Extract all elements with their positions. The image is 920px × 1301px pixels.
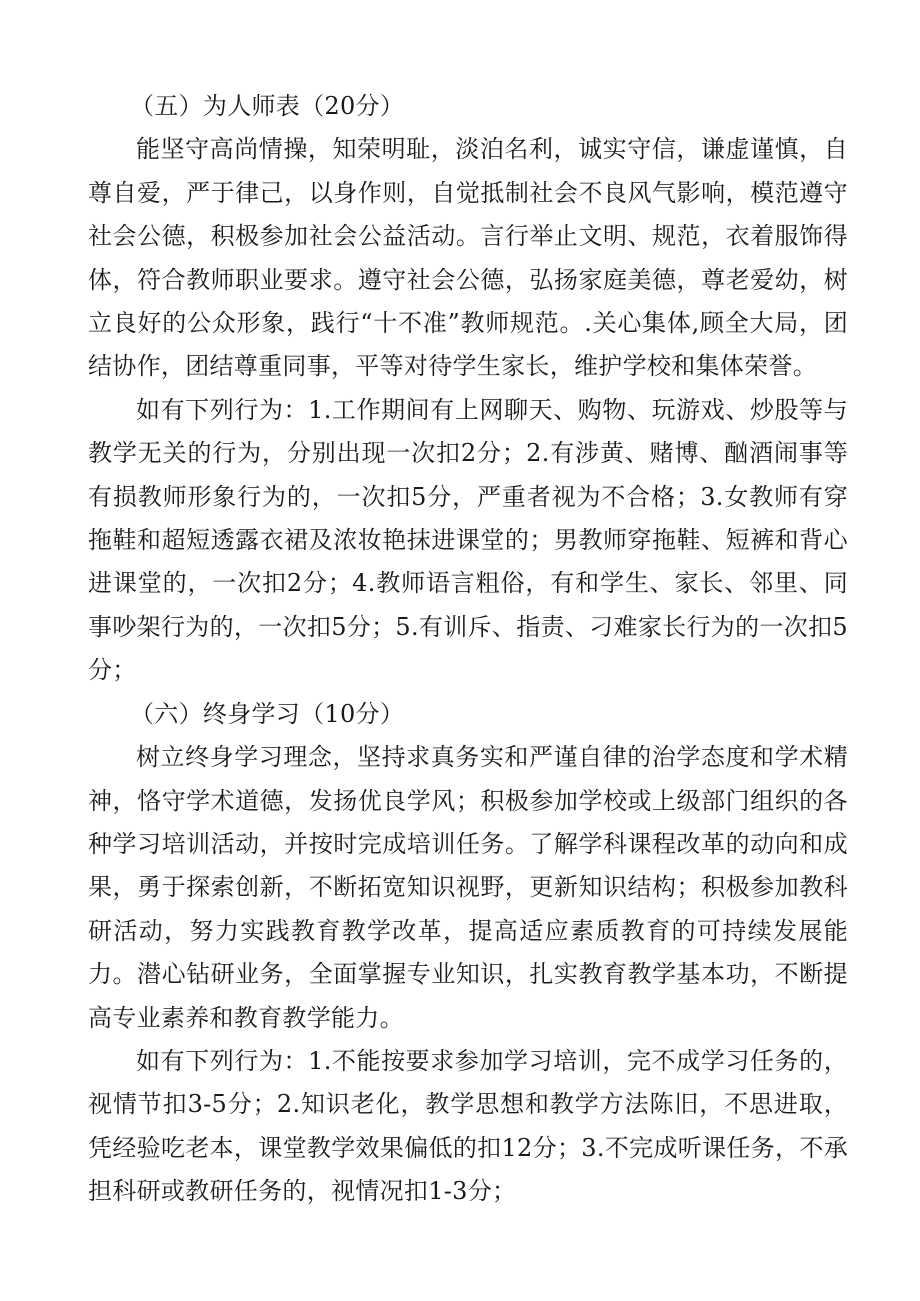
- document-body: [88, 85, 848, 1214]
- section-6-penalties: 如有下列行为：1.不能按要求参加学习培训，完不成学习任务的，视情节扣3-5分；2.知识老化，教学思想和教学方法陈旧，不思进取，凭经验吃老本，课堂教学效果偏低的扣12分；3.不完成听课任务，不承担科研或教研任务的，视情况扣1-3分；: [88, 1046, 848, 1206]
- section-5-penalties: 如有下列行为：1.工作期间有上网聊天、购物、玩游戏、炒股等与教学无关的行为，分别出现一次扣2分；2.有涉黄、赌博、酗酒闹事等有损教师形象行为的，一次扣5分，严重者视为不合格；3.女教师有穿拖鞋和超短透露衣裙及浓妆艳抹进课堂的；男教师穿拖鞋、短裤和背心进课堂的，一次扣2分；4.教师语言粗俗，有和学生、家长、邻里、同事吵架行为的，一次扣5分；5.有训斥、指责、刁难家长行为的一次扣5分；: [88, 395, 848, 685]
- section-5-body: 能坚守高尚情操，知荣明耻，淡泊名利，诚实守信，谦虚谨慎，自尊自爱，严于律己，以身作则，自觉抵制社会不良风气影响，模范遵守社会公德，积极参加社会公益活动。言行举止文明、规范，衣着服饰得体，符合教师职业要求。遵守社会公德，弘扬家庭美德，尊老爱幼，树立良好的公众形象，践行“十不准”教师规范。.关心集体,顾全大局，团结协作，团结尊重同事，平等对待学生家长，维护学校和集体荣誉。: [88, 135, 848, 381]
- section-5-heading: （五）为人师表（20分）: [130, 92, 405, 120]
- section-6-heading: （六）终身学习（10分）: [130, 699, 405, 728]
- section-6-body: 树立终身学习理念，坚持求真务实和严谨自律的治学态度和学术精神，恪守学术道德，发扬优良学风；积极参加学校或上级部门组织的各种学习培训活动，并按时完成培训任务。了解学科课程改革的动向和成果，勇于探索创新，不断拓宽知识视野，更新知识结构；积极参加教科研活动，努力实践教育教学改革，提高适应素质教育的可持续发展能力。潜心钻研业务，全面掌握专业知识，扎实教育教学基本功，不断提高专业素养和教育教学能力。: [88, 743, 848, 1032]
